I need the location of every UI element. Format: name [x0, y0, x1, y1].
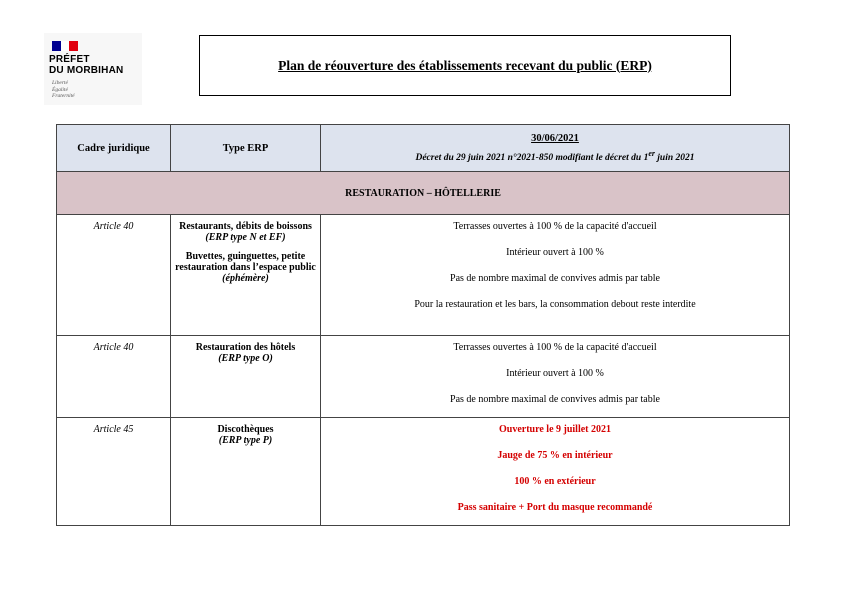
logo-title-line1: PRÉFET — [49, 54, 90, 65]
erp-type-cell — [171, 336, 321, 418]
erp-type-cell — [171, 418, 321, 526]
rule-item: Terrasses ouvertes à 100 % de la capacité d'accueil — [453, 221, 657, 232]
rules-cell — [321, 336, 790, 418]
logo-title — [49, 54, 123, 76]
erp-type-name: Discothèques — [217, 424, 274, 435]
motto-egalite: Égalité — [52, 86, 68, 93]
erp-type-code-secondary: (éphémère) — [222, 273, 269, 284]
erp-type-cell — [171, 215, 321, 336]
section-title: RESTAURATION – HÔTELLERIE — [57, 172, 790, 215]
decree-text-sup: er — [648, 148, 655, 158]
rule-item: Jauge de 75 % en intérieur — [497, 450, 613, 461]
table-header-row — [57, 125, 790, 172]
header-erp-type: Type ERP — [171, 125, 321, 172]
table-row — [57, 418, 790, 526]
motto-fraternite: Fraternité — [52, 93, 75, 99]
document-title: Plan de réouverture des établissements recevant du public (ERP) — [278, 57, 652, 73]
rule-item: Pas de nombre maximal de convives admis par table — [450, 273, 660, 284]
decree-text-end: juin 2021 — [654, 152, 695, 163]
decree-text-start: Décret du 29 juin 2021 n°2021-850 modifiant le décret du 1 — [415, 152, 649, 163]
motto-liberte: Liberté — [52, 80, 68, 86]
header-decree — [321, 125, 790, 172]
prefecture-logo — [44, 33, 142, 105]
erp-type-code: (ERP type N et EF) — [205, 232, 286, 243]
erp-type-name: Restaurants, débits de boissons — [179, 221, 312, 232]
rule-item: Pas de nombre maximal de convives admis par table — [450, 394, 660, 405]
decree-date: 30/06/2021 — [531, 133, 579, 145]
article-cell: Article 40 — [57, 215, 171, 336]
rule-item: 100 % en extérieur — [514, 476, 596, 487]
flag-blue-stripe — [52, 41, 61, 51]
erp-type-name-secondary: Buvettes, guinguettes, petite restauration dans l’espace public — [175, 251, 316, 273]
erp-type-code: (ERP type P) — [218, 435, 273, 446]
document-title-box — [199, 35, 731, 96]
rules-cell — [321, 215, 790, 336]
rule-item: Intérieur ouvert à 100 % — [506, 368, 604, 379]
flag-red-stripe — [69, 41, 78, 51]
article-cell: Article 40 — [57, 336, 171, 418]
erp-type-code: (ERP type O) — [218, 353, 273, 364]
rule-item: Pass sanitaire + Port du masque recommandé — [457, 502, 653, 513]
rule-item: Intérieur ouvert à 100 % — [506, 247, 604, 258]
rule-item: Ouverture le 9 juillet 2021 — [498, 424, 612, 435]
article-cell: Article 45 — [57, 418, 171, 526]
table-row — [57, 215, 790, 336]
section-row — [57, 172, 790, 215]
header-legal-framework: Cadre juridique — [57, 125, 171, 172]
flag-white-stripe — [61, 41, 70, 51]
table-row — [57, 336, 790, 418]
decree-text — [415, 148, 695, 163]
logo-motto — [52, 80, 75, 100]
erp-type-name: Restauration des hôtels — [195, 342, 296, 353]
rules-cell — [321, 418, 790, 526]
erp-reopening-table — [56, 124, 790, 526]
french-flag-icon — [52, 41, 78, 51]
rule-item: Terrasses ouvertes à 100 % de la capacité d'accueil — [453, 342, 657, 353]
logo-title-line2: DU MORBIHAN — [49, 65, 124, 76]
rule-item: Pour la restauration et les bars, la consommation debout reste interdite — [414, 299, 696, 310]
